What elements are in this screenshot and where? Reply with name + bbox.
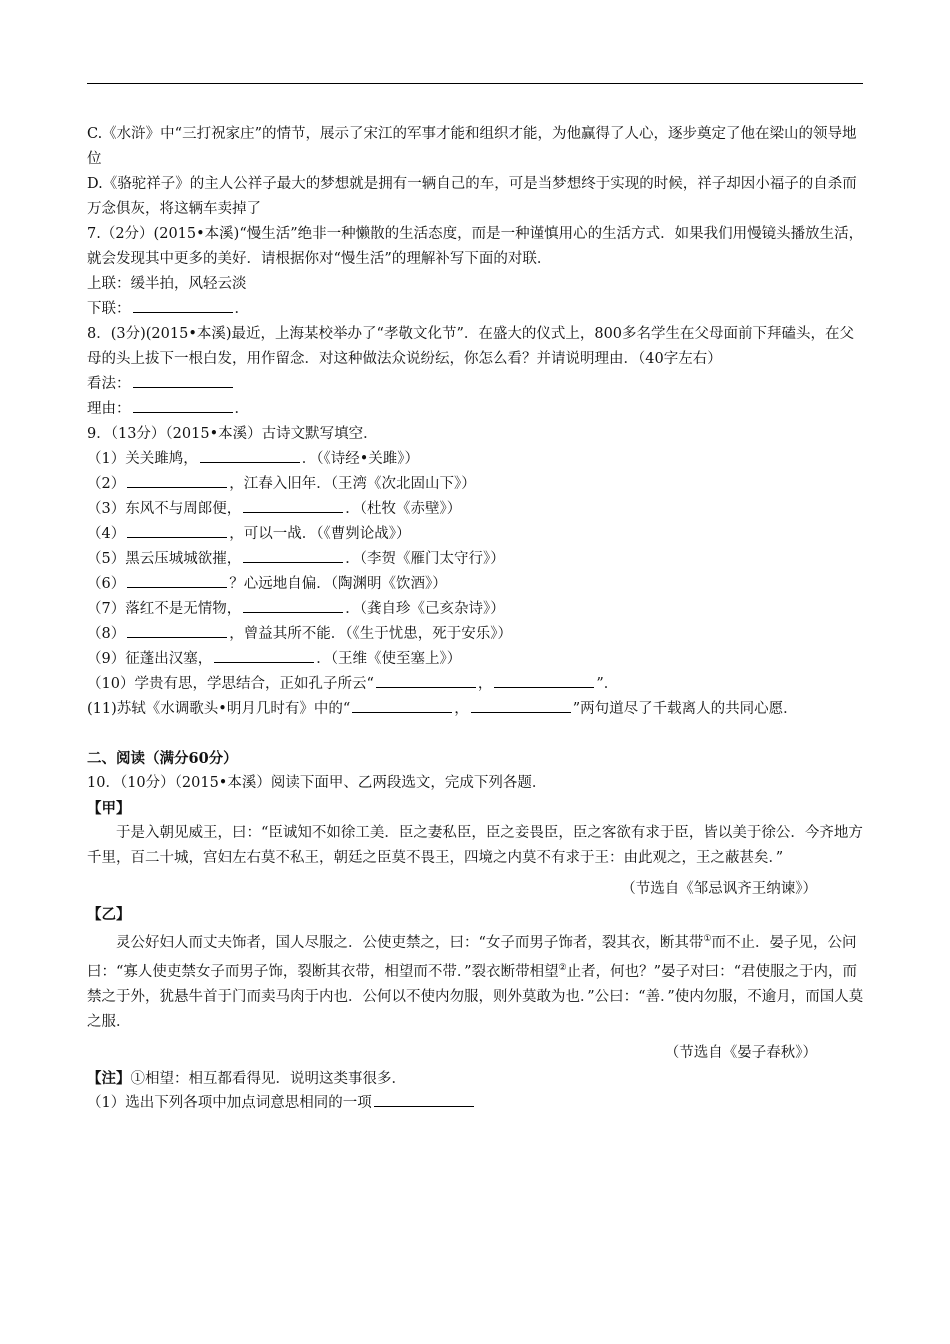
jia-source: （节选自《邹忌讽齐王纳谏》） (621, 881, 817, 897)
q9-item (87, 572, 867, 597)
q8-stem-a: 8．(3分)(2015•本溪)最近，上海某校举办了“孝敬文化节”．在盛大的仪式上，800多名学生在父母面前下拜磕头，在父 (87, 326, 855, 342)
q9-item-pre: （7）落红不是无情物， (87, 601, 242, 617)
q7-stem-a: 7.（2分）(2015•本溪)“慢生活”绝非一种懒散的生活态度，而是一种谨慎用心的生活方式．如果我们用慢镜头播放生活， (87, 226, 864, 242)
q9-item-10-blank-a[interactable] (376, 672, 476, 688)
q9-item-post: ？心远地自偏．（陶渊明《饮酒》） (229, 576, 447, 592)
q9-item-blank[interactable] (214, 647, 314, 663)
q9-item-pre: （2） (87, 476, 126, 492)
yi-passage (87, 927, 867, 1035)
jia-passage: 于是入朝见威王，曰：“臣诚知不如徐工美．臣之妻私臣，臣之妾畏臣，臣之客欲有求于臣，皆以美于徐公．今齐地方千里，百二十城，宫妇左右莫不私王，朝廷之臣莫不畏王，四境之内莫不有求于王：由此观之，王之蔽甚矣．” (87, 825, 863, 866)
q9-item (87, 597, 867, 622)
section-2-title: 二、阅读（满分60分） (87, 750, 238, 767)
q9-item-post: ，可以一战．（《曹刿论战》） (229, 526, 411, 542)
q10-sub1-text: （1）选出下列各项中加点词意思相同的一项 (87, 1094, 372, 1111)
q9-item-post: ，曾益其所不能．（《生于忧患，死于安乐》） (229, 626, 512, 642)
header-rule (87, 83, 863, 84)
yi-note-marker-1: ① (703, 934, 712, 944)
q7-answer-blank[interactable] (133, 297, 233, 313)
q8-view (87, 372, 867, 397)
q8-view-label: 看法： (87, 376, 131, 392)
q9-item-blank[interactable] (243, 597, 343, 613)
q9-item-pre: （4） (87, 526, 126, 542)
q7-stem-b: 就会发现其中更多的美好．请根据你对“慢生活”的理解补写下面的对联． (87, 251, 552, 267)
jia-label: 【甲】 (87, 800, 131, 817)
q8-reason-end: ． (234, 401, 249, 417)
q9-item (87, 647, 867, 672)
option-d: D.《骆驼祥子》的主人公祥子最大的梦想就是拥有一辆自己的车，可是当梦想终于实现的时候，祥子却因小福子的自杀而万念俱灰，将这辆车卖掉了 (87, 176, 857, 217)
q7-lower-end: ． (234, 301, 249, 317)
q9-item (87, 522, 867, 547)
q9-item-post: ．（《诗经•关雎》） (301, 451, 420, 467)
document-body (87, 122, 867, 1116)
q9-item-pre: （3）东风不与周郎便， (87, 501, 242, 517)
q9-item-post: ．（王维《使至塞上》） (316, 651, 462, 667)
yi-note-marker-2: ② (558, 962, 567, 973)
q9-item-10-pre: （10）学贵有思，学思结合，正如孔子所云“ (87, 676, 374, 692)
q9-item-10-post: ”． (596, 676, 619, 692)
q9-item-11 (87, 697, 867, 722)
q9-item-10-blank-b[interactable] (494, 672, 594, 688)
q9-item (87, 622, 867, 647)
q9-item-blank[interactable] (127, 622, 227, 638)
option-c: C.《水浒》中“三打祝家庄”的情节，展示了宋江的军事才能和组织才能，为他赢得了人心，逐步奠定了他在梁山的领导地位 (87, 126, 857, 167)
q8-reason (87, 397, 867, 422)
q9-item-11-pre: (11)苏轼《水调歌头•明月几时有》中的“ (87, 701, 351, 717)
q9-item-blank[interactable] (127, 572, 227, 588)
q9-item-11-mid: ， (454, 701, 469, 717)
q9-item-11-blank-a[interactable] (352, 697, 452, 713)
q10-stem: 10．（10分）（2015•本溪）阅读下面甲、乙两段选文，完成下列各题． (87, 775, 547, 791)
q9-item-post: ．（杜牧《赤壁》） (345, 501, 462, 517)
q8-reason-label: 理由： (87, 401, 131, 417)
q9-item-blank[interactable] (200, 447, 300, 463)
q7-upper-couplet: 上联：缓半拍，风轻云淡 (87, 276, 247, 292)
q9-items (87, 447, 867, 672)
note (87, 1066, 867, 1091)
q9-item (87, 472, 867, 497)
yi-passage-part-a: 灵公好妇人而丈夫饰者，国人尽服之．公使吏禁之，曰：“女子而男子饰者，裂其衣，断其带 (116, 934, 704, 951)
q9-item-pre: （8） (87, 626, 126, 642)
q9-item-pre: （5）黑云压城城欲摧， (87, 551, 242, 567)
q8-reason-blank[interactable] (133, 397, 233, 413)
q10-sub1-blank[interactable] (374, 1091, 474, 1107)
q9-item (87, 497, 867, 522)
note-label: 【注】 (87, 1069, 131, 1087)
q9-item-11-post: ”两句道尽了千载离人的共同心愿． (572, 701, 798, 717)
q9-item-pre: （6） (87, 576, 126, 592)
q9-item-10 (87, 672, 867, 697)
q9-item (87, 447, 867, 472)
q9-item-blank[interactable] (243, 497, 343, 513)
q9-item-post: ．（李贺《雁门太守行》） (345, 551, 505, 567)
q9-stem: 9．（13分）（2015•本溪）古诗文默写填空． (87, 426, 378, 442)
yi-passage-part-c: 止者，何也？”晏子对曰：“君使服之于内，而禁之于外，犹悬牛首于门而卖马肉于内也．公何以不使内勿服，则外莫敢为也．”公曰：“善．”使内勿服，不逾月，而国人莫之服． (87, 963, 864, 1030)
q9-item-post: ，江春入旧年．（王湾《次北固山下》） (229, 476, 476, 492)
q10-sub1 (87, 1091, 867, 1116)
q9-item-11-blank-b[interactable] (471, 697, 571, 713)
q8-stem-b: 母的头上拔下一根白发，用作留念．对这种做法众说纷纭，你怎么看？并请说明理由．（40字左右） (87, 351, 722, 367)
q9-item-blank[interactable] (243, 547, 343, 563)
yi-label: 【乙】 (87, 906, 131, 923)
q9-item-blank[interactable] (127, 472, 227, 488)
q7-lower-label: 下联： (87, 301, 131, 317)
q9-item-post: ．（龚自珍《己亥杂诗》） (345, 601, 505, 617)
q8-view-blank[interactable] (133, 372, 233, 388)
q9-item-10-mid: ， (477, 676, 493, 692)
q9-item-pre: （1）关关雎鸠， (87, 451, 198, 467)
q9-item (87, 547, 867, 572)
q7-lower-couplet (87, 297, 867, 322)
note-text: ①相望：相互都看得见．说明这类事很多． (130, 1070, 406, 1087)
yi-passage-part-b: 而不止．晏子见，公问曰：“寡人使吏禁女子而男子饰，裂断其衣带，相望而不带．”裂衣断带相望 (87, 934, 857, 980)
q9-item-pre: （9）征蓬出汉塞， (87, 651, 213, 667)
q9-item-blank[interactable] (127, 522, 227, 538)
yi-source: （节选自《晏子春秋》） (664, 1044, 817, 1061)
